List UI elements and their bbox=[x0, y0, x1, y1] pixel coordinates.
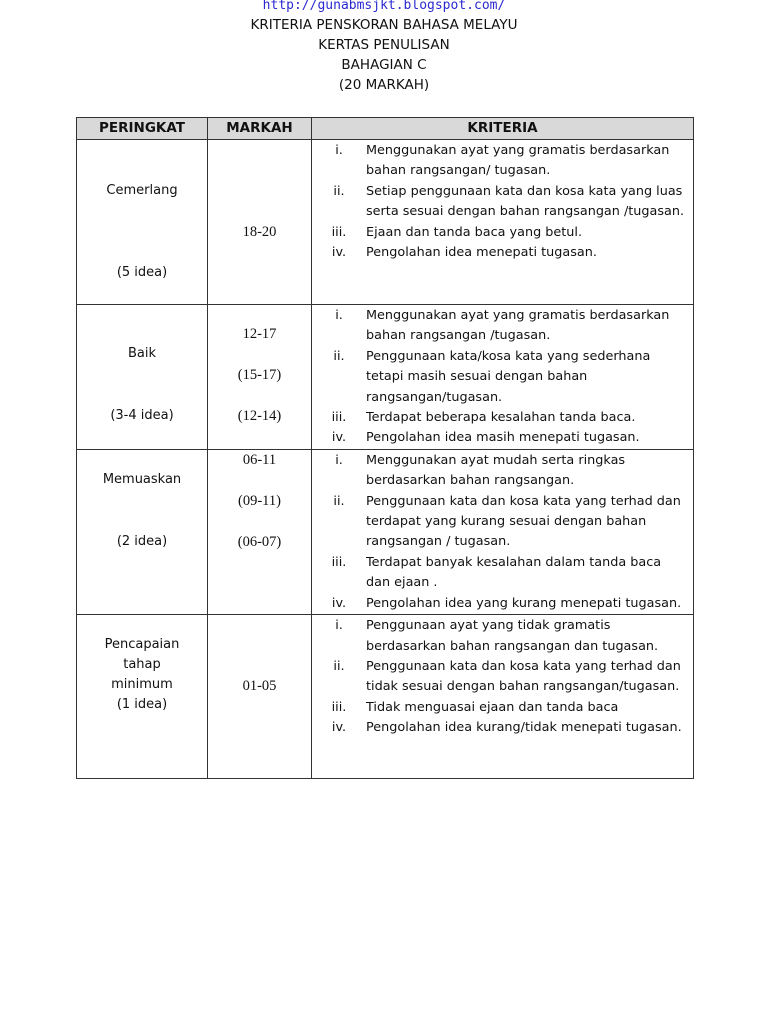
level-cell bbox=[77, 305, 208, 450]
criteria-text: Tidak menguasai ejaan dan tanda baca bbox=[366, 699, 619, 715]
criteria-number: i. bbox=[335, 308, 343, 323]
criteria-number: iii. bbox=[331, 224, 347, 240]
document-title: KRITERIA PENSKORAN BAHASA MELAYU bbox=[250, 17, 518, 33]
criteria-number: i. bbox=[335, 143, 343, 158]
level-name: Cemerlang bbox=[106, 183, 178, 198]
level-name: Memuaskan bbox=[102, 471, 182, 487]
criteria-item bbox=[312, 451, 693, 492]
level-name-line: tahap bbox=[123, 657, 161, 673]
document-header bbox=[0, 0, 768, 95]
level-cell bbox=[77, 140, 208, 305]
table-row bbox=[77, 305, 694, 450]
column-header-criteria: KRITERIA bbox=[312, 118, 694, 140]
criteria-item bbox=[312, 347, 693, 408]
criteria-text: Penggunaan kata dan kosa kata yang terhad dan tidak sesuai dengan bahan rangsangan/tugasan. bbox=[366, 658, 681, 695]
marks-subrange: (06-07) bbox=[237, 533, 282, 550]
criteria-number: ii. bbox=[333, 348, 345, 364]
criteria-item bbox=[312, 698, 693, 718]
criteria-number: iii. bbox=[331, 554, 347, 570]
criteria-number: iv. bbox=[331, 430, 347, 446]
criteria-number: iv. bbox=[331, 245, 347, 261]
level-ideas: (3-4 idea) bbox=[110, 408, 174, 423]
level-name-line: minimum bbox=[111, 677, 173, 693]
marks-subrange: (15-17) bbox=[237, 367, 282, 383]
marks-range: 12-17 bbox=[242, 326, 277, 342]
scoring-rubric-table bbox=[76, 117, 694, 779]
column-header-marks: MARKAH bbox=[208, 118, 312, 140]
criteria-text: Menggunakan ayat yang gramatis berdasarkan bahan rangsangan /tugasan. bbox=[366, 308, 670, 344]
criteria-text: Menggunakan ayat mudah serta ringkas berdasarkan bahan rangsangan. bbox=[366, 452, 626, 489]
criteria-text: Penggunaan ayat yang tidak gramatis berdasarkan bahan rangsangan dan tugasan. bbox=[366, 618, 659, 654]
marks-subrange: (12-14) bbox=[237, 408, 282, 424]
criteria-text: Penggunaan kata/kosa kata yang sederhana tetapi masih sesuai dengan bahan rangsangan/tugasan. bbox=[366, 348, 651, 405]
level-ideas: (2 idea) bbox=[116, 533, 168, 549]
criteria-item bbox=[312, 243, 693, 263]
level-ideas: (1 idea) bbox=[116, 697, 168, 713]
criteria-text: Ejaan dan tanda baca yang betul. bbox=[366, 224, 583, 240]
level-cell bbox=[77, 449, 208, 614]
criteria-item bbox=[312, 594, 693, 614]
criteria-number: i. bbox=[335, 618, 343, 634]
criteria-text: Penggunaan kata dan kosa kata yang terhad dan terdapat yang kurang sesuai dengan bahan rangsangan / tugasan. bbox=[366, 493, 681, 550]
criteria-text: Terdapat beberapa kesalahan tanda baca. bbox=[366, 410, 636, 426]
criteria-number: iv. bbox=[331, 595, 347, 611]
criteria-number: iii. bbox=[331, 699, 347, 715]
table-row bbox=[77, 615, 694, 779]
criteria-number: iii. bbox=[331, 410, 347, 426]
marks-subrange: (09-11) bbox=[238, 492, 281, 509]
criteria-item bbox=[312, 657, 693, 698]
total-marks: (20 MARKAH) bbox=[338, 77, 430, 93]
criteria-item bbox=[312, 223, 693, 243]
criteria-cell bbox=[312, 140, 694, 305]
criteria-item bbox=[312, 428, 693, 448]
criteria-item bbox=[312, 141, 693, 182]
marks-range: 18-20 bbox=[242, 224, 277, 240]
criteria-item bbox=[312, 408, 693, 428]
criteria-item bbox=[312, 182, 693, 223]
criteria-number: ii. bbox=[333, 658, 345, 674]
criteria-number: ii. bbox=[333, 183, 345, 199]
criteria-text: Pengolahan idea kurang/tidak menepati tugasan. bbox=[366, 720, 682, 736]
criteria-number: iv. bbox=[331, 720, 347, 736]
criteria-cell bbox=[312, 615, 694, 779]
criteria-item bbox=[312, 718, 693, 738]
table-row bbox=[77, 449, 694, 614]
marks-cell bbox=[208, 305, 312, 450]
marks-range: 06-11 bbox=[242, 451, 277, 468]
criteria-list bbox=[312, 616, 693, 738]
criteria-text: Pengolahan idea yang kurang menepati tugasan. bbox=[366, 595, 682, 611]
paper-name: KERTAS PENULISAN bbox=[318, 37, 450, 53]
criteria-item bbox=[312, 616, 693, 657]
marks-range: 01-05 bbox=[242, 678, 277, 695]
criteria-number: ii. bbox=[333, 493, 345, 509]
criteria-item bbox=[312, 553, 693, 594]
criteria-text: Terdapat banyak kesalahan dalam tanda baca dan ejaan . bbox=[366, 554, 662, 591]
level-name: Baik bbox=[127, 346, 157, 361]
criteria-text: Menggunakan ayat yang gramatis berdasarkan bahan rangsangan/ tugasan. bbox=[366, 143, 670, 179]
criteria-text: Pengolahan idea menepati tugasan. bbox=[366, 245, 597, 261]
level-cell bbox=[77, 615, 208, 779]
level-name-line: Pencapaian bbox=[104, 637, 180, 653]
criteria-text: Setiap penggunaan kata dan kosa kata yang luas serta sesuai dengan bahan rangsangan /tugasan. bbox=[366, 183, 685, 220]
marks-cell bbox=[208, 449, 312, 614]
criteria-cell bbox=[312, 305, 694, 450]
table-row bbox=[77, 140, 694, 305]
column-header-level: PERINGKAT bbox=[77, 118, 208, 140]
criteria-cell bbox=[312, 449, 694, 614]
criteria-text: Pengolahan idea masih menepati tugasan. bbox=[366, 430, 640, 446]
criteria-list bbox=[312, 451, 693, 614]
criteria-number: i. bbox=[335, 452, 343, 468]
table-header-row bbox=[77, 118, 694, 140]
marks-cell bbox=[208, 140, 312, 305]
section-name: BAHAGIAN C bbox=[341, 57, 427, 73]
level-ideas: (5 idea) bbox=[116, 265, 168, 280]
criteria-item bbox=[312, 492, 693, 553]
criteria-list bbox=[312, 141, 693, 263]
criteria-item bbox=[312, 306, 693, 347]
marks-cell bbox=[208, 615, 312, 779]
blog-url: http://gunabmsjkt.blogspot.com/ bbox=[262, 0, 506, 13]
criteria-list bbox=[312, 306, 693, 449]
